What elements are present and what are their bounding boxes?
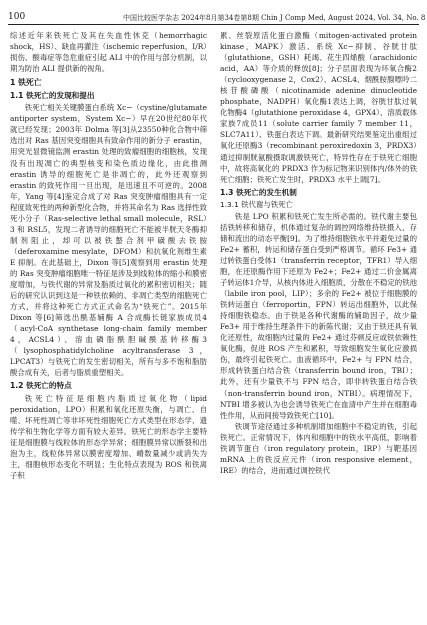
paragraph-iron-metabolism: 铁是 LPO 积累和铁死亡发生所必需的。铁代谢主要包括铁转移和储存，机体通过复杂的调控网络维持铁摄入、存储和流出的动态平衡[9]。为了维持细胞铁水平并避免过量的 Fe2+ 蓄积，转运和储存蛋白受到严格调节。循环 Fe3+ 通过转铁蛋白受体1（transferrin receptor，TFR1）导入细胞，在还原酶作用下还原为 Fe2+；Fe2+ 通过二价金属离子转运体1介导，从核内体进入细胞质，分散在不稳定的铁池（labile iron pool，LIP）；多余的 Fe2+ 被位于细胞膜的铁转运蛋白（ferroportin，FPN）转运出细胞外，以此保持细胞铁稳态。由于铁是各种代谢酶的辅助因子，故少量 Fe3+ 用于维持生理条件下的新陈代谢；又由于铁还具有氧化还原性，故细胞内过量的 Fe2+ 通过芬顿反应或铁依赖性氧化酶，促进 ROS 产生和累积，导致细胞发生氧化应激损伤，最终引起铁死亡。血液循环中，Fe2+ 与 FPN 结合，形成转铁蛋白结合铁（transferrin bound iron，TBI）；此外，还有少量铁不与 FPN 结合，即非转铁蛋白结合铁（non-transferrin bound iron，NTBI）。病理情况下，NTBI 增多被认为也会诱导铁死亡在血清中产生并在细胞毒性作用，从而间接导致铁死亡[10]。 [220,211,417,420]
paragraph-iron-regulation: 铁调节途径通过多种机制增加细胞中不稳定的铁，引起铁死亡。正常情况下，体内和细胞中的铁水平高低，影响着铁调节蛋白（iron regulatory protein，IRP）与靶基因 mRNA 上的铁反应元件（iron responsive element，IRE）的结合，进而通过调控铁代 [220,421,417,475]
right-column [220,30,417,476]
subsection-heading-discovery: 1.1 铁死亡的发现和提出 [10,91,95,101]
left-column [10,30,207,481]
paragraph-discovery: 铁死亡相关关键膜蛋白系统 Xc−（cystine/glutamate antiporter system，System Xc−）早在20世纪80年代就已经发现；2003年 Dolma 等[3]从23550种化合物中筛选出对 Ras 基因突变细胞具有致命作用的新分子 erastin，用突光显微镜监测 erastin 处理的致瘤细胞的细胞核，发现没有出现凋亡的典型核变和染色质边缘化，由此推测 erastin 诱导的细胞死亡是非凋亡的，此外还观察到 erastin 的致死作用一旦出现，是迅速且不可逆的。2008年，Yang 等[4]鉴定合成了对 Ras 突变肿瘤细胞具有一定程度致死性的两种新型化合物，并将其命名为 Ras 选择性致死小分子（Ras-selective lethal small molecule，RSL）3 和 RSL5，发现二者诱导的细胞死亡不能被半胱天冬酶抑制剂阻止，却可以被铁螯合剂甲磺酸去铁胺（deferoxamine mesylate，DFOM）和抗氧化剂维生素 E 抑制。在此基础上，Dixon 等[5]观察到用 erastin 处理的 Ras 突变肿瘤细胞唯一特征是涉及到线粒体的缩小和膜密度增加，与铁代谢的异常及脂质过氧化的累积密切相关；随后的研究认识到这是一种铁依赖的、非凋亡类型的细胞死亡方式，并将这种死亡方式正式命名为“铁死亡”。2015年 Dixon 等[6]筛选出酰基辅酶 A 合成酶长链家族成员4（acyl-CoA synthetase long-chain family member 4，ACSL4）、溶血磷脂酰胆碱酰基转移酶3（lysophosphatidylcholine acyltransferase 3，LPCAT3）与铁死亡的发生密切相关，所有与多不饱和脂肪酸合成有关，后者与脂质重塑相关。 [10,103,207,378]
paragraph-features-continued: 累、丝裂原活化蛋白激酶（mitogen-activated protein kinase，MAPK）激活、系统 Xc−抑制、谷胱甘肽（glutathione，GSH）耗竭、花生四烯酸（arachidonic acid，AA）等介质的释放[8]；分子层面表现为环氧合酶2（cyclooxygenase 2，Cox2）、ACSL4、烟酰胺腺嘌呤二核苷酸磷酸（nicotinamide adenine dinucleotide phosphate，NADPH）氧化酶1表达上调，谷胱甘肽过氧化物酶4（glutathione peroxidase 4，GPX4）、溶质载体家族7成员11（solute carrier family 7 member 11，SLC7A11）、铁蛋白表达下调。最新研究结果鉴定出重组过氧化还原酶3（recombinant peroxiredoxin 3，PRDX3）通过抑制胱氨酸摄取调激铁死亡，特异性存在于铁死亡细胞中，故将高氧化的 PRDX3 作为标记物来识别体内/体外的铁死亡细胞；铁死亡发生时，PRDX3 水平上调[7]。 [220,31,417,184]
paragraph-features: 铁死亡特征是细胞内脂质过氧化物（lipid peroxidation，LPO）积累和氧化还原失衡，与凋亡、自噬、坏死性凋亡等非坏死性细胞死亡方式类型在形态学、遗传学和生物化学等方面有较大差异。铁死亡的形态学主要特征是细胞膜与线粒体的形态学异常；细胞膜异常以断裂和出泡为主，线粒体异常以膜密度增加、嵴数量减少或消失为主，细胞核形态变化不明显；生化特点表现为 ROS 和铁离子积 [10,393,207,480]
intro-paragraph: 综述近年来铁死亡及其在失血性休克（hemorrhagic shock，HS）、缺血再灌注（ischemic reperfusion，I/R）损伤、酸毒症等急危重症引起 ALI 中的作用与部分机制，以期为防治 ALI 提供新的视角。 [10,31,207,74]
section-heading-ferroptosis: 1 铁死亡 [10,78,42,88]
journal-running-title: 中国比较医学杂志 2024年8月第34卷第8期 Chin J Comp Med, August 2024, Vol. 34, No. 8 [123,14,426,22]
subsection-heading-mechanism: 1.3 铁死亡的发生机制 [220,187,297,197]
page-number: 100 [8,12,26,22]
subsubsection-heading-iron-metabolism: 1.3.1 铁代谢与铁死亡 [220,199,293,209]
running-header [8,10,426,25]
subsection-heading-features: 1.2 铁死亡的特点 [10,381,72,391]
